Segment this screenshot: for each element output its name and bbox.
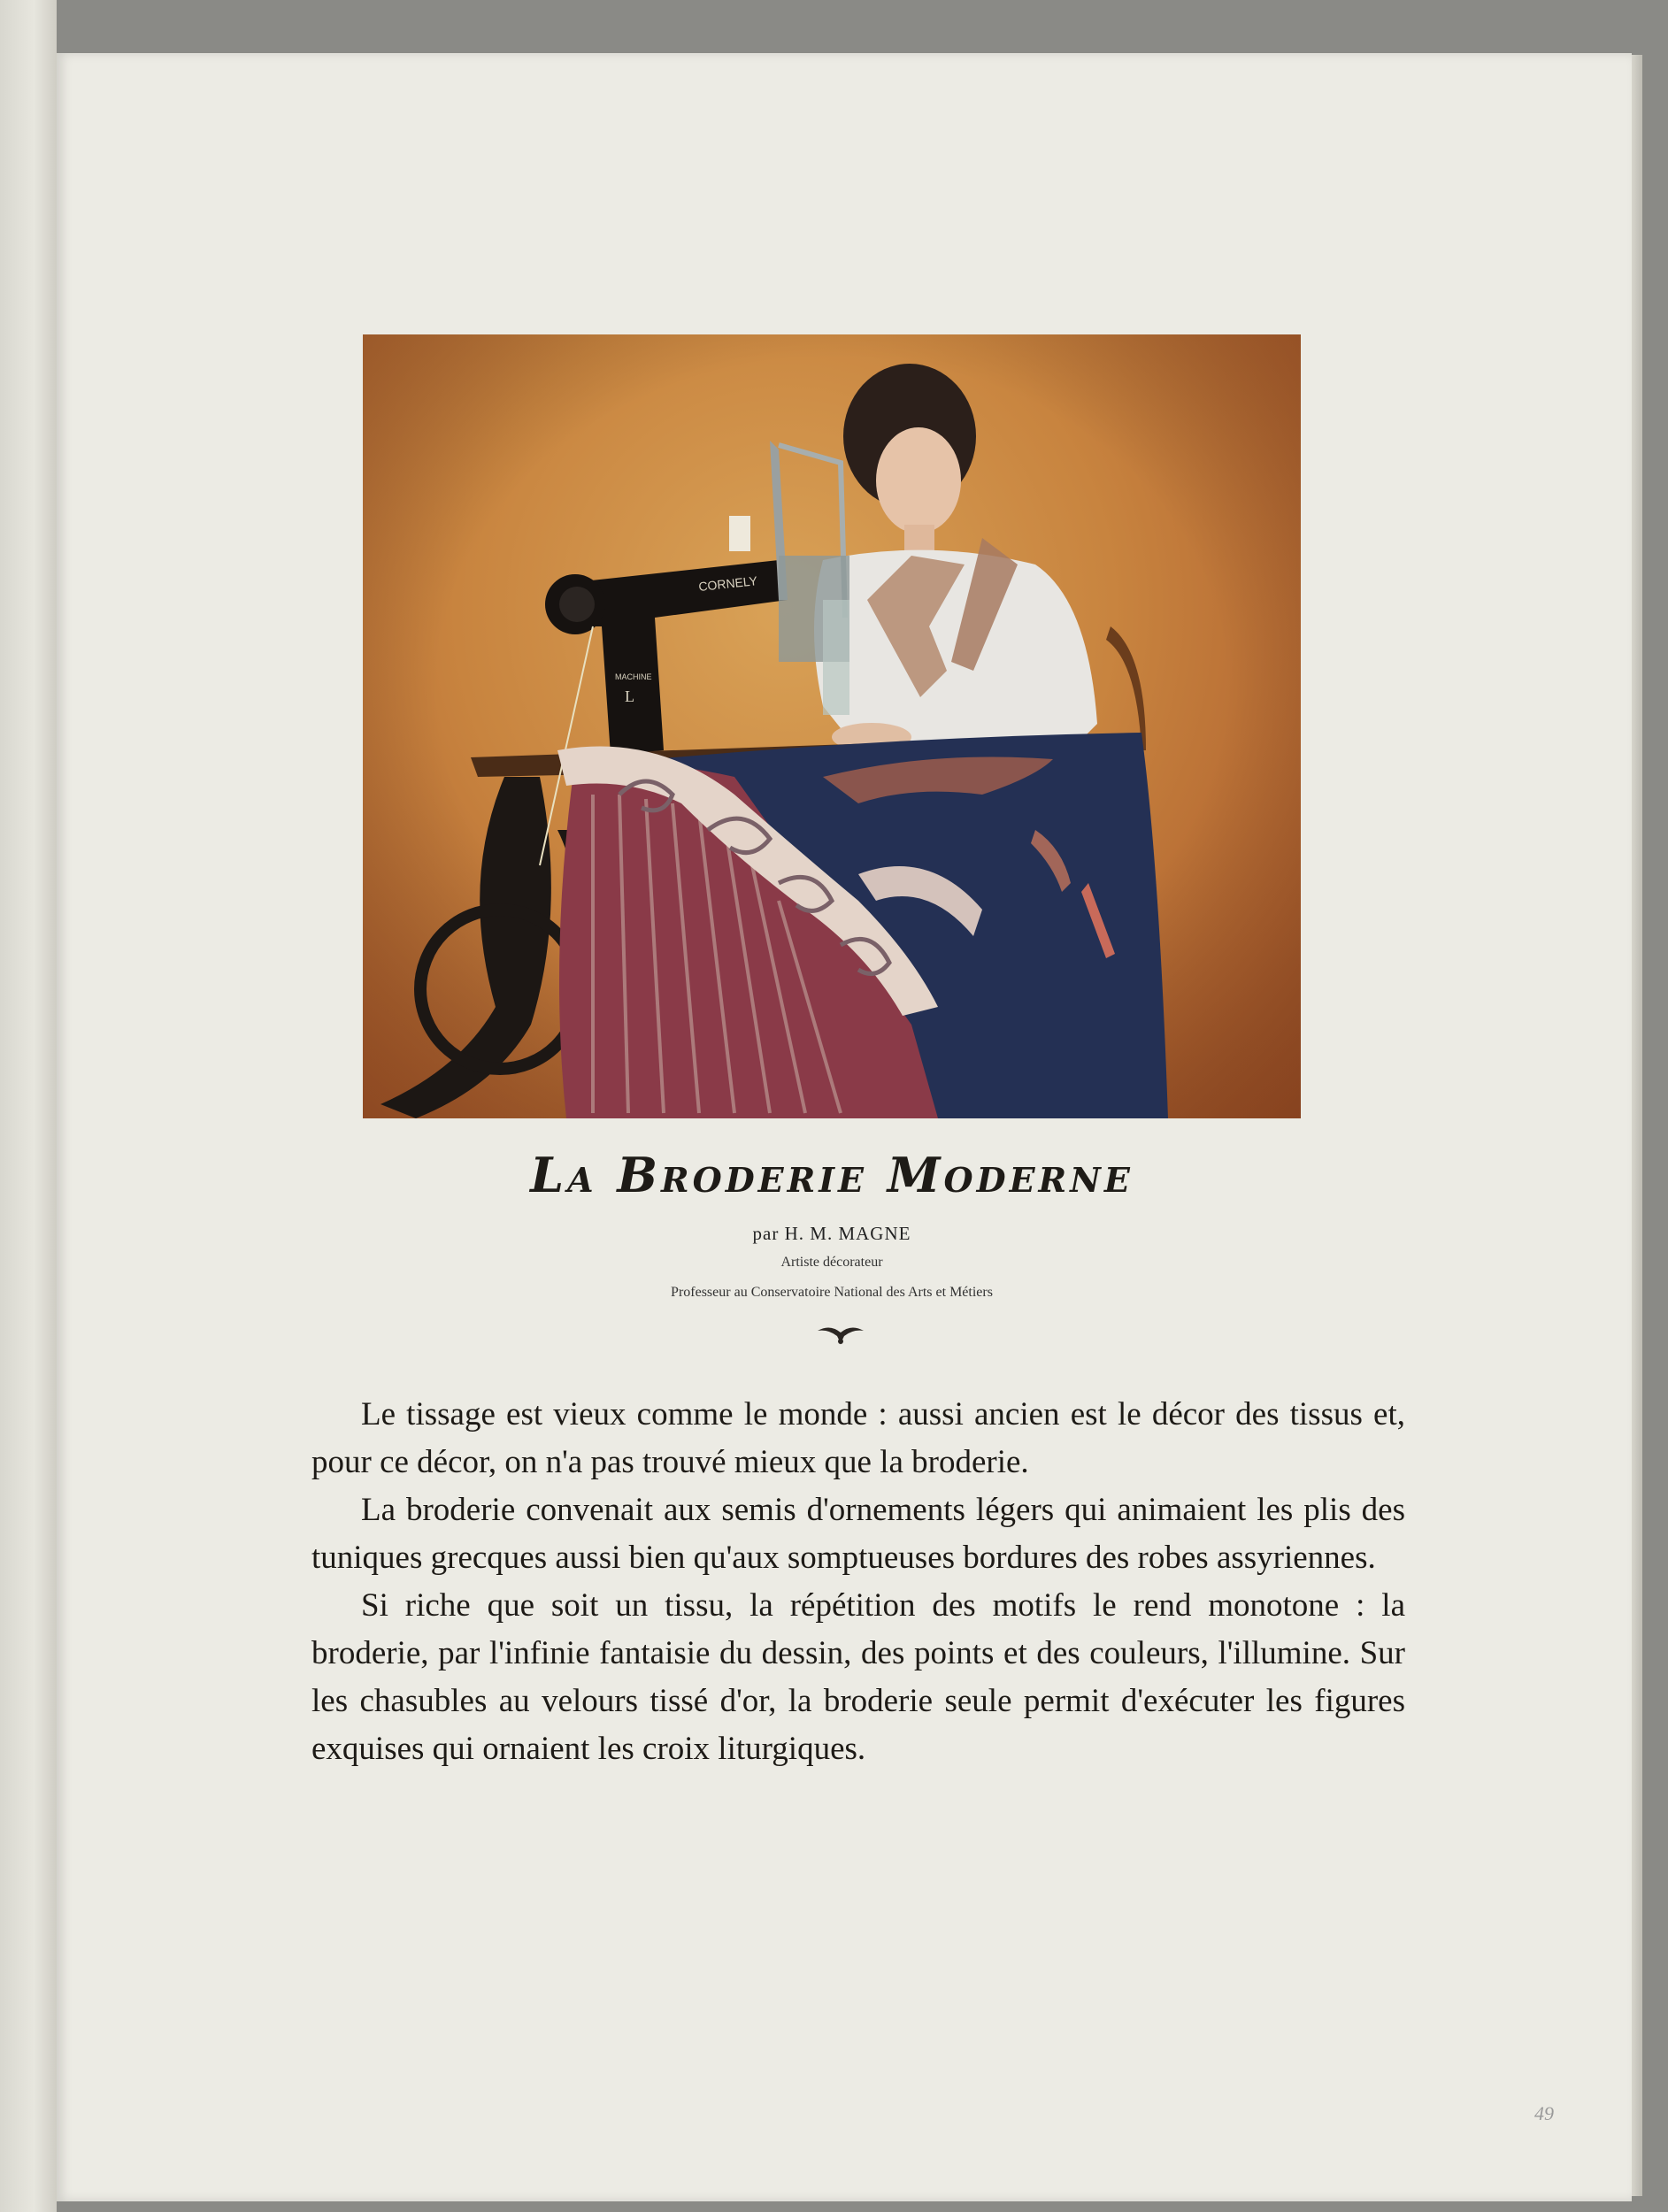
paragraph-3: Si riche que soit un tissu, la répétition des motifs le rend monotone : la broderie, par l'infinie fantaisie du dessin, des points et des couleurs, l'illumine. Sur les chasubles au velours tissé d'or, la broderie seule permit d'exécuter les figures exquises qui ornaient les croix liturgiques. bbox=[311, 1587, 1405, 1767]
facing-page-edge bbox=[0, 0, 57, 2212]
paragraph-1: Le tissage est vieux comme le monde : aussi ancien est le décor des tissus et, pour ce décor, on n'a pas trouvé mieux que la broderie. bbox=[311, 1396, 1405, 1480]
machine-brand-text: CORNELY bbox=[697, 573, 758, 594]
photo-woman-embroidery-machine bbox=[363, 334, 1301, 1118]
page-number: 49 bbox=[1534, 2102, 1554, 2124]
author-role: Artiste décorateur bbox=[780, 1255, 883, 1270]
machine-model-letter: L bbox=[625, 687, 634, 705]
article-title: La Broderie Moderne bbox=[530, 1147, 1134, 1203]
paragraph-2: La broderie convenait aux semis d'ornements légers qui animaient les plis des tuniques grecques aussi bien qu'aux somptueuses bordures des robes assyriennes. bbox=[311, 1492, 1405, 1576]
author-affiliation: Professeur au Conservatoire National des Arts et Métiers bbox=[671, 1285, 993, 1300]
page-edge-shadow bbox=[1632, 55, 1642, 2196]
article-body bbox=[311, 1391, 1405, 1773]
fleuron-ornament-icon bbox=[814, 1322, 867, 1348]
article-author: par H. M. MAGNE bbox=[752, 1223, 911, 1244]
machine-model-label: MACHINE bbox=[615, 672, 652, 681]
